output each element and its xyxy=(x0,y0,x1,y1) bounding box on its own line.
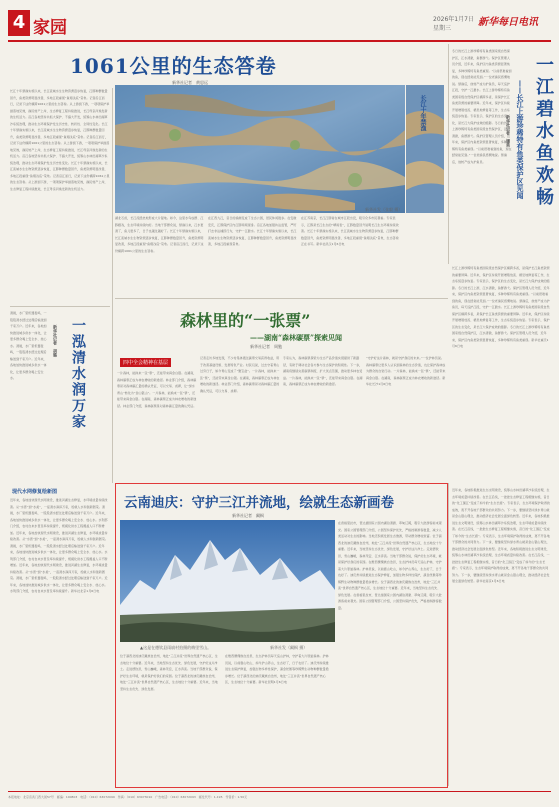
article1-side-heading: 长江十年禁渔 xyxy=(419,95,426,131)
article3-text-col3: 专家认为，森林碳票探索为生态产品价值实现提供了新路径，有助于调动社会各方参与生态保护的积极性。下一步，湖南将继续完善碳票制度，扩大试点范围，推动更多林农受益。一片森林，能换来一张“票”，还能带来真金白银。在湖南，森林碳票正成为林农增收的新途径。 xyxy=(283,356,363,386)
article3-byline: 新华社记者 周勉 xyxy=(250,344,282,349)
article2-text-col2: 长江上游珍稀特有鱼类国家级自然保护区横跨多省，是保护长江鱼类资源的重要屏障。近年来，保护区持续开展增殖放流、栖息地修复等工作，生态系统逐步恢复。专家表示，保护区的生态变化，是长江大保护成效的缩影。冬日的长江上游，江水清澈，鱼群游弋。保护区管理人员介绍，近年来，保护区内鱼类资源显著恢复，多种珍稀特有鱼类重现。“以前很难看到的鱼，现在经常能见到。”一位老渔民感慨地说。禁渔后，他转产成为护鱼员，每天巡护江段，守护一江碧水。长江上游珍稀特有鱼类国家级自然保护区横跨多省，是保护长江鱼类资源的重要屏障。近年来，保护区持续开展增殖放流、栖息地修复等工作，生态系统逐步恢复。专家表示，保护区的生态变化，是长江大保护成效的缩影。冬日的长江上游珍稀特有鱼类国家级自然保护区，江水清澈，鱼群游弋。保护区管理人员介绍，近年来，保护区内鱼类资源显著恢复，多种珍稀特有鱼类重现。新华社重庆1月6日电 xyxy=(452,266,550,348)
article3-text-col1: 一片森林，能换来一张“票”，还能带来真金白银。在湖南，森林碳票正成为林农增收的新途径。林业部门介绍，森林碳票是对森林碳汇量的确认凭证，可以交易、质押，让“绿水青山”转化为“金山银山”。一片森林，能换来一张“票”，还能带来真金白银。在湖南，森林碳票正成为林农增收的新途径。林业部门介绍，森林碳票是对森林碳汇量的确认凭证。 xyxy=(117,371,197,408)
article4-text-col1: 位于滇西北的迪庆藏族自治州，地处“三江并流”世界自然遗产核心区，生态地位十分重要。近年来，当地坚持生态优先、绿色发展，守护好这片净土。走进德钦县，雪山巍峨，森林茂密，江水奔流。当地干部群众说，保护好生态环境，就是保护好我们的家园。位于滇西北的迪庆藏族自治州，地处“三江并流”世界自然遗产核心区，生态地位十分重要。近年来，当地坚持生态优先、绿色发展。 xyxy=(120,654,218,691)
article4-byline: 新华社记者 阚枫 xyxy=(232,513,264,518)
column-divider xyxy=(448,483,449,786)
section-divider xyxy=(115,298,448,299)
article4-photo-credit: 新华社发（阚枫 摄） xyxy=(270,645,308,650)
article1-subheading: 现代水网修复绘新图 xyxy=(12,489,58,495)
page-header xyxy=(8,10,551,40)
article2-title: 一江碧水鱼欢畅 xyxy=(533,55,554,209)
article2-text-col1: 冬日的长江上游珍稀特有鱼类国家级自然保护区，江水清澈，鱼群游弋。保护区管理人员介绍，近年来，保护区内鱼类资源显著恢复，多种珍稀特有鱼类重现。“以前很难看到的鱼，现在经常能见到。”一位老渔民感慨地说。禁渔后，他转产成为护鱼员，每天巡护江段，守护一江碧水。长江上游珍稀特有鱼类国家级自然保护区横跨多省，是保护长江鱼类资源的重要屏障。近年来，保护区持续开展增殖放流、栖息地修复等工作，生态系统逐步恢复。专家表示，保护区的生态变化，是长江大保护成效的缩影。冬日的长江上游珍稀特有鱼类国家级自然保护区，江水清澈，鱼群游弋。保护区管理人员介绍，近年来，保护区内鱼类资源显著恢复，多种珍稀特有鱼类重现。“以前很难看到的鱼，现在经常能见到。”一位老渔民感慨地说。禁渔后，他转产成为护鱼员。 xyxy=(452,49,512,164)
article4-photo-snow-mountain xyxy=(120,520,335,642)
article1-main-photo xyxy=(115,85,405,213)
article5-title: 一泓清水润万家 xyxy=(70,318,86,430)
article5-text-col1: 清晨，水厂里机器轰鸣，一股股清水经过处理后输送到千家万户。近年来，各地加快推进城乡供水一体化，让更多群众喝上安全水、放心水。清晨，水厂里机器轰鸣，一股股清水经过处理后输送到千家万户。近年来，各地加快推进城乡供水一体化，让更多群众喝上安全水。 xyxy=(10,311,47,380)
section-name: 家园 xyxy=(33,18,67,38)
article1-text-col2: 湖北石首，长江流经此地形成大片湿地。如今，这里水鸟成群、江豚嬉戏，生态环境持续向好。当地干部群众说，禁渔以来，江水更清了，鱼儿更多了，日子也越过越好了。长江十年禁渔实施以来，长江流域水生生物资源逐步恢复，江豚种群数量回升，鱼类资源明显改善，多地江段重现“鱼翔浅底”景象。记者沿江而行，记录下这份横跨1061公里的生态答卷。 xyxy=(115,216,204,253)
article4-photo-caption: ▲这是在德钦县雨崩村拍摄的梅里雪山。 xyxy=(140,645,212,650)
article1-text-col3: 在江西九江，昔日的渔港变成了生态公园，居民休闲散步。在安徽安庆，江豚保护区内江豚频频现身。沿江各地加强执法监管，严厉打击非法捕捞行为，守护一江碧水。长江十年禁渔实施以来，长江流域水生生物资源逐步恢复，江豚种群数量回升，鱼类资源明显改善，多地江段重现景象。 xyxy=(208,216,297,246)
column-divider xyxy=(112,88,113,483)
article1-text-col1: 长江十年禁渔实施以来，长江流域水生生物资源逐步恢复，江豚种群数量回升，鱼类资源明显改善，多地江段重现“鱼翔浅底”景象。记者沿江而行，记录下这份横跨1061公里的生态答卷。从上游到下游，一项项保护举措落地见效，渔民转产上岸，生态修复工程持续推进，长江母亲河焕发新的生机活力。沿江各地坚持共抓大保护、不搞大开发，统筹山水林田湖草沙系统治理，推动生态环境保护发生历史性、转折性、全局性变化。长江十年禁渔实施以来，长江流域水生生物资源逐步恢复，江豚种群数量回升，鱼类资源明显改善，多地江段重现“鱼翔浅底”景象。记者沿江而行，记录下这份横跨1061公里的生态答卷。从上游到下游，一项项保护举措落地见效，渔民转产上岸，生态修复工程持续推进，长江母亲河焕发新的生机活力。沿江各地坚持共抓大保护、不搞大开发，统筹山水林田湖草沙系统治理，推动生态环境保护发生历史性变化。长江十年禁渔实施以来，长江流域水生生物资源逐步恢复，江豚种群数量回升，鱼类资源明显改善，多地江段重现“鱼翔浅底”景象。记者沿江而行，记录下这份横跨1061公里的生态答卷。从上游到下游，一项项保护举措落地见效，渔民转产上岸，生态修复工程持续推进，长江母亲河焕发新的生机活力。 xyxy=(10,89,110,191)
article5-byline: 新华社记者 胡璐 xyxy=(53,325,58,357)
article3-tag: 四中全会精神在基层 xyxy=(120,358,171,367)
article3-text-col2: 记者走访多地发现，不少村集体通过碳票交易获得收益，用于改善基础设施、发展特色产业。村民们说，过去守着青山过穷日子，如今青山变成了“聚宝盆”。一片森林，能换来一张“票”，还能带来真金白银。在湖南，森林碳票正成为林农增收的新途径。林业部门介绍，森林碳票是对森林碳汇量的确认凭证，可以交易、质押。 xyxy=(200,356,280,393)
article4-title: 云南迪庆：守护三江并流地，绘就生态新画卷 xyxy=(124,495,394,511)
issue-weekday: 星期三 xyxy=(433,25,452,32)
article4-text-col2: 在维西傈僳族自治县，生态护林员每天巡山护林，守护着大片原始森林。护林员说，以前靠山吃山，如今护山养山，生态好了，日子也好了。迪庆州持续推进生态保护修复，加强生物多样性保护，滇金丝猴等珍稀野生动物种群数量稳步增长。位于滇西北的迪庆藏族自治州，地处“三江并流”世界自然遗产核心区，生态地位十分重要。新华社昆明1月6日电 xyxy=(225,654,329,684)
article3-title: 森林里的“一张票” xyxy=(180,311,311,330)
column-divider xyxy=(448,44,449,264)
article2-byline: 新华社记者 谭果 xyxy=(506,115,511,147)
article2-subtitle: ——长江上游珍稀特有鱼类保护区见闻 xyxy=(516,80,525,199)
article1-photo-caption: 新华社发（张毅 摄） xyxy=(365,207,403,212)
issue-date: 2026年1月7日 xyxy=(433,16,474,23)
article3-subtitle: ——湖南“森林碳票”探索见闻 xyxy=(250,333,343,342)
right-bottom-text: 近年来，各地积极推进生态文明建设，统筹山水林田湖草沙系统治理，生态环境质量持续改善。在长江沿线，一批批生态修复工程相继实施，昔日的“化工围江”变成了如今的“生态长廊”。专家表示，生态环境保护取得的成效，离不开各地干部群众的共同努力。下一步，要继续坚持绿水青山就是金山银山理念，推动经济社会发展全面绿色转型。近年来，各地积极推进生态文明建设，统筹山水林田湖草沙系统治理，生态环境质量持续改善。在长江沿线，一批批生态修复工程相继实施，昔日的“化工围江”变成了如今的“生态长廊”。专家表示，生态环境保护取得的成效，离不开各地干部群众的共同努力。下一步，要继续坚持绿水青山就是金山银山理念，推动经济社会发展全面绿色转型。近年来，各地积极推进生态文明建设，统筹山水林田湖草沙系统治理，生态环境质量持续改善。在长江沿线，一批批生态修复工程相继实施，昔日的“化工围江”变成了如今的“生态长廊”。专家表示，生态环境保护取得的成效，离不开各地干部群众的共同努力。下一步，要继续坚持绿水青山就是金山银山理念，推动经济社会发展全面绿色转型。新华社南京1月6日电 xyxy=(452,488,550,583)
article1-title: 1061公里的生态答卷 xyxy=(70,54,277,78)
masthead-logo: 新华每日电讯 xyxy=(478,17,538,28)
article1-text-col4: 在江苏南京，长江江豚常在城市江段出没，吸引众多市民观看。专家表示，江豚是长江生态的“晴雨表”，江豚数量回升说明长江生态环境持续改善。长江十年禁渔实施以来，长江流域水生生物资源逐步恢复，江豚种群数量回升，鱼类资源明显改善，多地江段重现“鱼翔浅底”景象，生态答卷正在书写。新华社武汉1月6日电 xyxy=(301,216,399,246)
article5-text-col2: 近年来，各地加快现代水网建设，推进河湖生态修复，水环境质量持续改善。从“水患”到“水美”，一泓清水润泽万家，绘就人水和谐新图景。清晨，水厂里机器轰鸣，一股股清水经过处理后输送到千家万户。近年来，各地加快推进城乡供水一体化，让更多群众喝上安全水、放心水。水利部门介绍，农村自来水普及率持续提升，规模化供水工程覆盖人口不断增加。近年来，各地加快现代水网建设，推进河湖生态修复，水环境质量持续改善。从“水患”到“水美”，一泓清水润泽万家，绘就人水和谐新图景。清晨，水厂里机器轰鸣，一股股清水经过处理后输送到千家万户。近年来，各地加快推进城乡供水一体化，让更多群众喝上安全水、放心水。水利部门介绍，农村自来水普及率持续提升，规模化供水工程覆盖人口不断增加。近年来，各地加快现代水网建设，推进河湖生态修复，水环境质量持续改善。从“水患”到“水美”，一泓清水润泽万家，绘就人水和谐新图景。清晨，水厂里机器轰鸣，一股股清水经过处理后输送到千家万户。近年来，各地加快推进城乡供水一体化，让更多群众喝上安全水、放心水。水利部门介绍，农村自来水普及率持续提升。新华社北京1月6日电 xyxy=(10,498,108,593)
header-rule xyxy=(8,40,551,42)
page-footer: 本报地址：北京宣武门西大街57号 邮编：100803 电话：（010）63072099 传真：（010）63073010 广告电话：（010）63072093 邮发代号：1-195 零售价：1.50元 xyxy=(8,791,551,799)
article4-text-col3: 在香格里拉市，普达措国家公园内湖泊清澈、草甸辽阔，吸引大批游客前来观光。国家公园管理部门介绍，公园坚持保护优先，严格控制游客数量，减少人类活动对生态的影响。当地还积极发展生态旅游，带动群众增收致富。位于滇西北的迪庆藏族自治州，地处“三江并流”世界自然遗产核心区，生态地位十分重要。近年来，当地坚持生态优先、绿色发展，守护好这片净土。走进德钦县，雪山巍峨，森林茂密，江水奔流。当地干部群众说，保护好生态环境，就是保护好我们的家园。在维西傈僳族自治县，生态护林员每天巡山护林，守护着大片原始森林。护林员说，以前靠山吃山，如今护山养山，生态好了，日子也好了。迪庆州持续推进生态保护修复，加强生物多样性保护，滇金丝猴等珍稀野生动物种群数量稳步增长。位于滇西北的迪庆藏族自治州，地处“三江并流”世界自然遗产核心区，生态地位十分重要。近年来，当地坚持生态优先、绿色发展。在香格里拉市，普达措国家公园内湖泊清澈、草甸辽阔，吸引大批游客前来观光。国家公园管理部门介绍，公园坚持保护优先，严格控制游客数量。 xyxy=(338,521,442,610)
page-number: 4 xyxy=(8,10,30,36)
article3-text-col4: “守护好这片森林，就是守护我们的未来。”一位护林员说。森林碳票让更多人认识到森林的生态价值，也让保护森林成为群众的自觉行动。一片森林，能换来一张“票”，还能带来真金白银。在湖南，森林碳票正成为林农增收的新途径。新华社长沙1月6日电 xyxy=(366,356,446,386)
article1-byline: 新华社记者 黄思远 xyxy=(172,80,208,85)
section-divider xyxy=(10,306,110,307)
